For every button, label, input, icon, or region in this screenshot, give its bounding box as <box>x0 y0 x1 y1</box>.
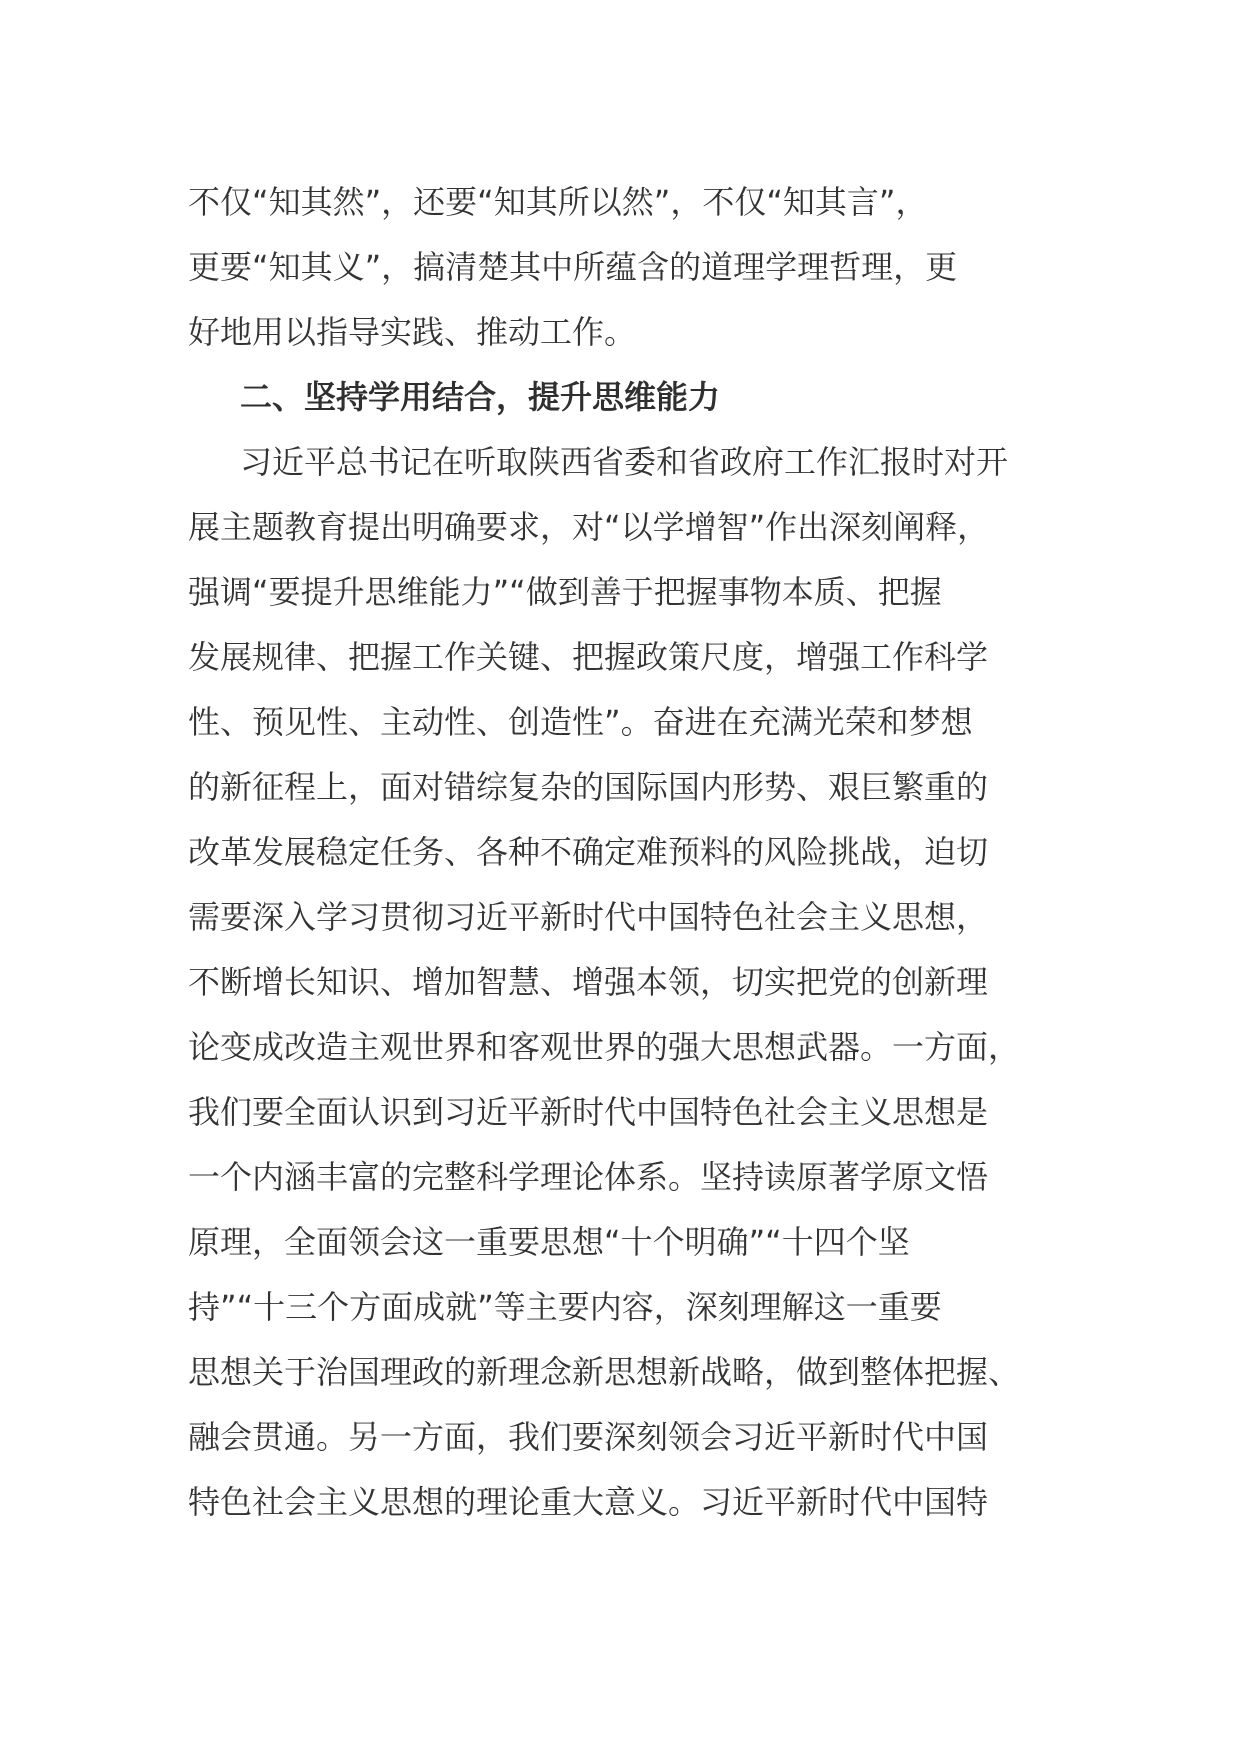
text-line: 不断增长知识、增加智慧、增强本领，切实把党的创新理 <box>188 963 989 1001</box>
text-line: 性、预见性、主动性、创造性”。奋进在充满光荣和梦想 <box>188 703 973 741</box>
text-line: 我们要全面认识到习近平新时代中国特色社会主义思想是 <box>188 1093 989 1131</box>
text-line: 论变成改造主观世界和客观世界的强大思想武器。一方面， <box>188 1028 1021 1066</box>
text-line: 思想关于治国理政的新理念新思想新战略，做到整体把握、 <box>188 1353 1021 1391</box>
text-line: 原理，全面领会这一重要思想“十个明确”“十四个坚 <box>188 1223 910 1261</box>
text-line: 需要深入学习贯彻习近平新时代中国特色社会主义思想， <box>188 898 989 936</box>
text-line: 的新征程上，面对错综复杂的国际国内形势、艰巨繁重的 <box>188 768 989 806</box>
document-body <box>188 170 1058 1535</box>
text-line: 一个内涵丰富的完整科学理论体系。坚持读原著学原文悟 <box>188 1158 989 1196</box>
text-line: 好地用以指导实践、推动工作。 <box>188 313 637 351</box>
paragraph-first-line: 习近平总书记在听取陕西省委和省政府工作汇报时对开 <box>240 443 1009 481</box>
section-heading: 二、坚持学用结合，提升思维能力 <box>240 378 721 416</box>
text-line: 不仅“知其然”，还要“知其所以然”，不仅“知其言”， <box>188 183 928 221</box>
text-line: 融会贯通。另一方面，我们要深刻领会习近平新时代中国 <box>188 1418 989 1456</box>
text-line: 持”“十三个方面成就”等主要内容，深刻理解这一重要 <box>188 1288 942 1326</box>
text-line: 强调“要提升思维能力”“做到善于把握事物本质、把握 <box>188 573 942 611</box>
text-line: 展主题教育提出明确要求，对“以学增智”作出深刻阐释， <box>188 508 990 546</box>
text-line: 改革发展稳定任务、各种不确定难预料的风险挑战，迫切 <box>188 833 989 871</box>
text-line: 发展规律、把握工作关键、把握政策尺度，增强工作科学 <box>188 638 989 676</box>
text-line: 特色社会主义思想的理论重大意义。习近平新时代中国特 <box>188 1483 989 1521</box>
text-line: 更要“知其义”，搞清楚其中所蕴含的道理学理哲理，更 <box>188 248 958 286</box>
